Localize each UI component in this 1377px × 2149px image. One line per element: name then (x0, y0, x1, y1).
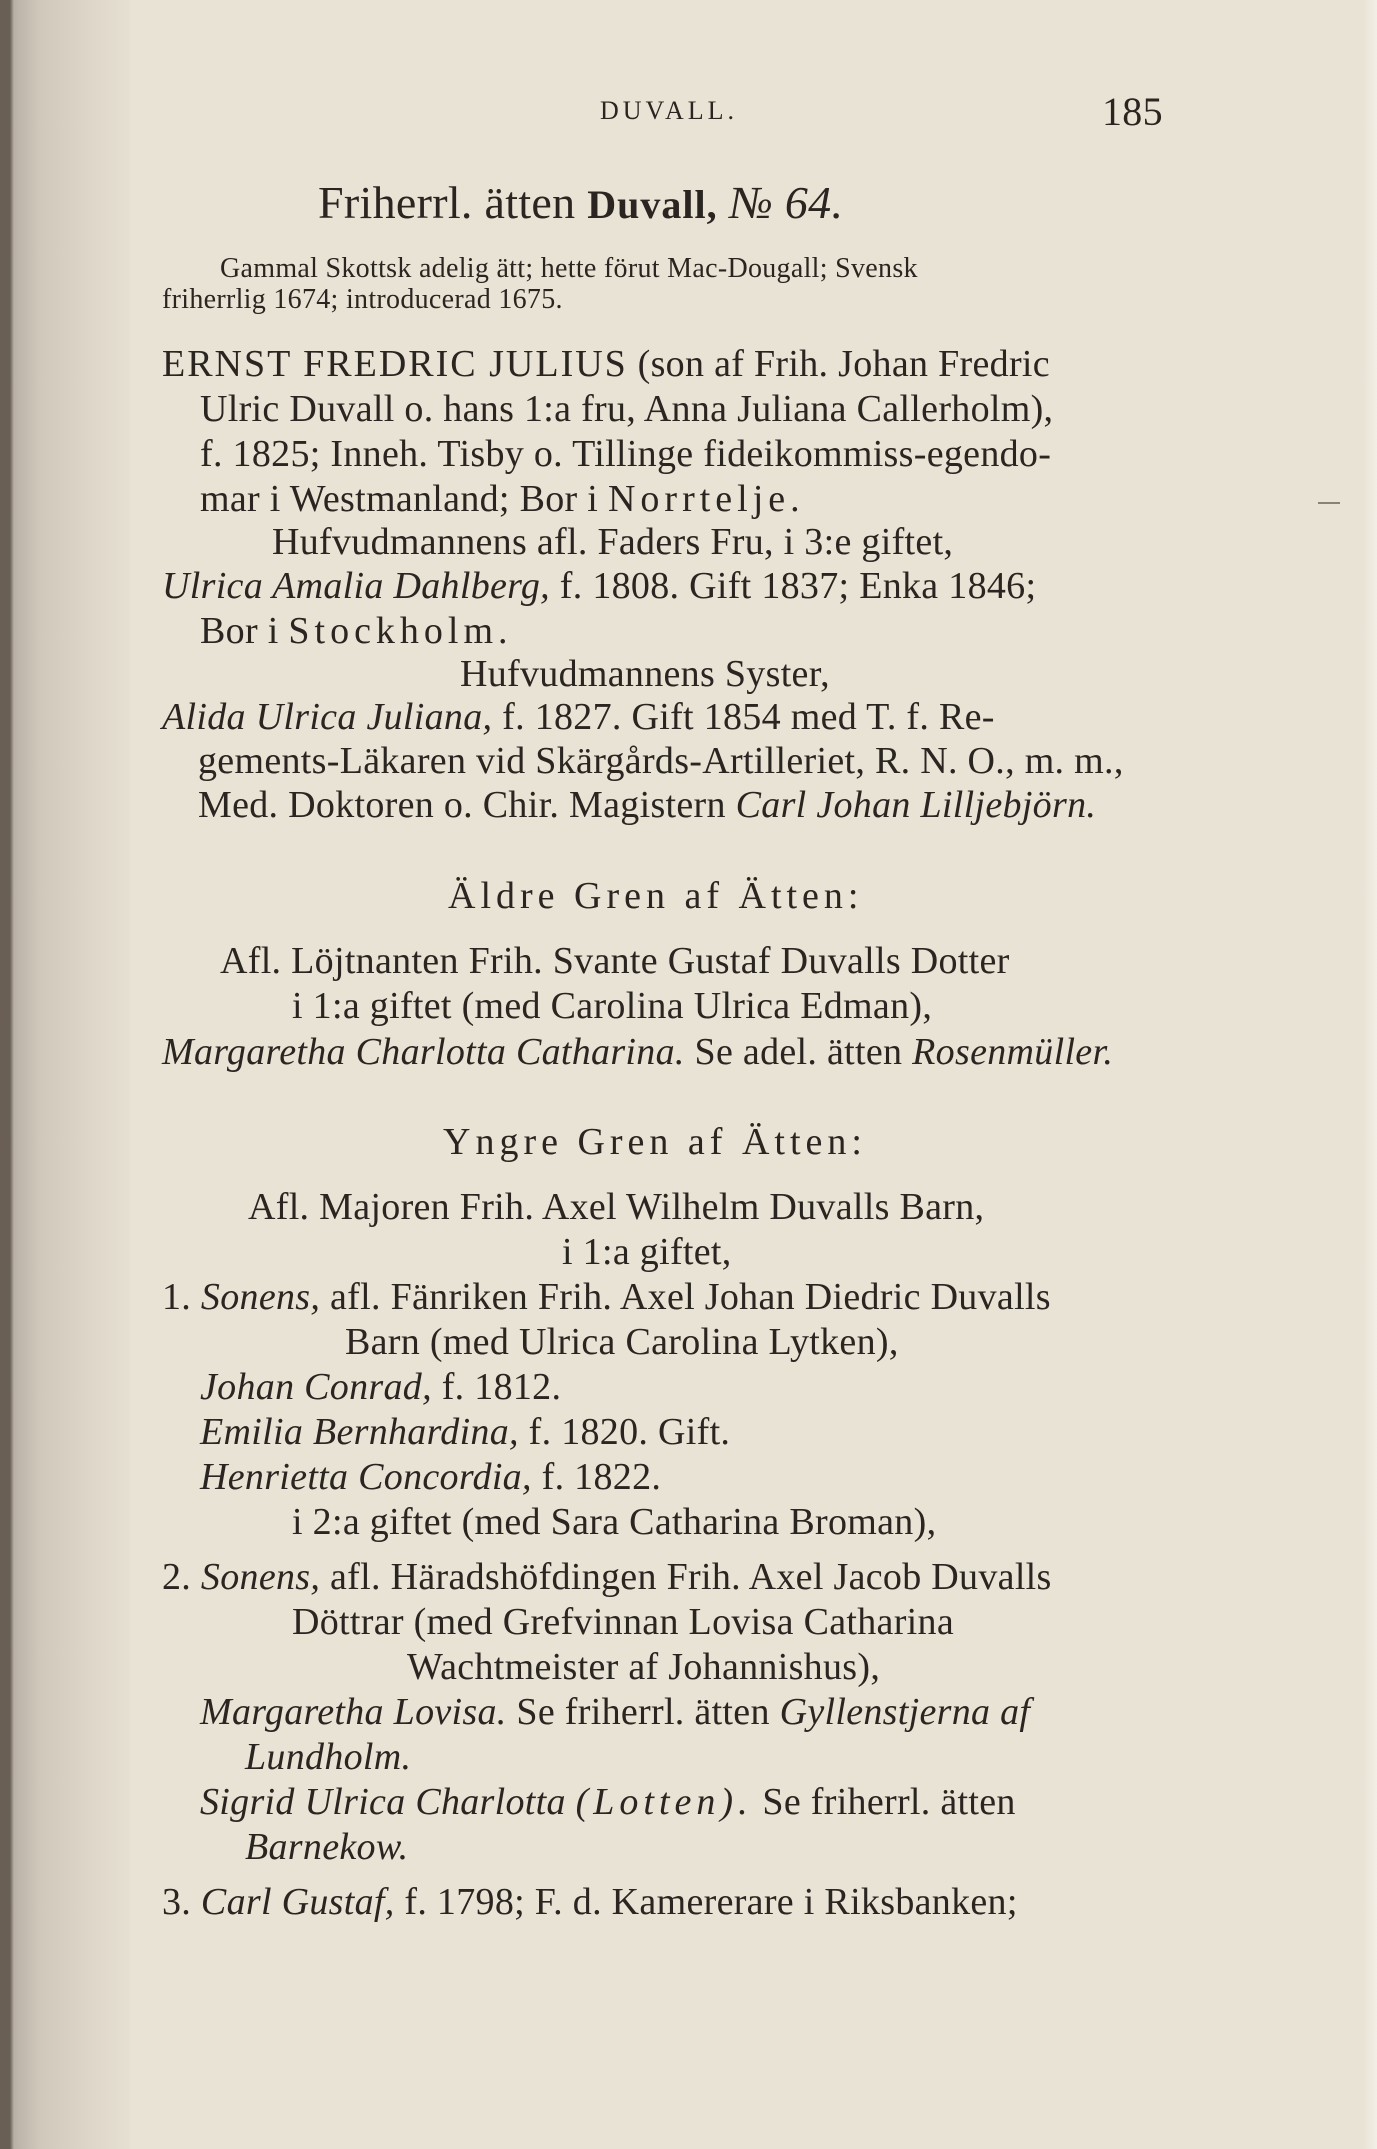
son1-label: Sonens, (200, 1276, 321, 1318)
sister-line-2: gements-Läkaren vid Skärgårds-Artilleriet, R. N. O., m. m., (198, 740, 1124, 782)
son1-child-3 (200, 1458, 661, 1496)
son2-number: 2. (162, 1556, 192, 1598)
mother-name: Ulrica Amalia Dahlberg, (162, 565, 550, 607)
child-rest: f. 1820. Gift. (528, 1411, 731, 1453)
elder-line-1: Afl. Löjtnanten Frih. Svante Gustaf Duvalls Dotter (220, 940, 1010, 982)
husband-name: Carl Johan Lilljebjörn. (735, 784, 1097, 826)
elder-line-3 (162, 1033, 1113, 1071)
daughter-ref: Gyllenstjerna af (779, 1691, 1031, 1733)
head-l1-rest: (son af Frih. Johan Fredric (637, 343, 1050, 385)
son1-line-2: Barn (med Ulrica Carolina Lytken), (345, 1321, 899, 1363)
head-l4-place: Norrtelje. (607, 478, 805, 520)
sister-heading: Hufvudmannens Syster, (460, 653, 830, 695)
head-line-7 (200, 612, 513, 650)
head-line-2: Ulric Duvall o. hans 1:a fru, Anna Juliana Callerholm), (200, 388, 1054, 430)
page-title (318, 177, 844, 228)
elder-l3-a: Se adel. ätten (694, 1031, 903, 1073)
book-spine-shadow (0, 0, 130, 2149)
running-head: DUVALL. (600, 96, 739, 125)
head-l4-a: mar i Westmanland; Bor i (200, 478, 599, 520)
son3-number: 3. (162, 1881, 192, 1923)
sister-l3-a: Med. Doktoren o. Chir. Magistern (198, 784, 726, 826)
head-name: ERNST FREDRIC JULIUS (162, 343, 628, 385)
daughter-see: Se friherrl. ätten (516, 1691, 770, 1733)
sister-name: Alida Ulrica Juliana, (162, 696, 493, 738)
son1-rest: afl. Fänriken Frih. Axel Johan Diedric Duvalls (330, 1276, 1051, 1318)
son2-daughter-2 (200, 1783, 1016, 1821)
title-family: Duvall, (587, 182, 718, 227)
head-line-5: Hufvudmannens afl. Faders Fru, i 3:e giftet, (272, 521, 954, 563)
son2-daughter-2-ref: Barnekow. (245, 1826, 409, 1868)
head-line-1 (162, 345, 1050, 383)
elder-ref: Rosenmüller. (912, 1031, 1114, 1073)
son2-line-2: Döttrar (med Grefvinnan Lovisa Catharina (292, 1601, 954, 1643)
head-l7-place: Stockholm. (288, 610, 513, 652)
elder-line-2: i 1:a giftet (med Carolina Ulrica Edman), (292, 985, 933, 1027)
sister-line-1 (162, 698, 995, 736)
intro-line-1: Gammal Skottsk adelig ätt; hette förut Mac-Dougall; Svensk (220, 253, 918, 284)
title-prefix: Friherrl. ätten (318, 177, 576, 228)
son1-line-6: i 2:a giftet (med Sara Catharina Broman), (292, 1501, 937, 1543)
daughter-name: Margaretha Lovisa. (200, 1691, 507, 1733)
daughter-name: Sigrid Ulrica Charlotta (200, 1781, 566, 1823)
son1-number: 1. (162, 1276, 192, 1318)
head-l6-rest: f. 1808. Gift 1837; Enka 1846; (559, 565, 1037, 607)
child-name: Johan Conrad, (200, 1366, 432, 1408)
child-rest: f. 1822. (541, 1456, 662, 1498)
son2-line-1 (162, 1558, 1052, 1596)
child-name: Henrietta Concordia, (200, 1456, 532, 1498)
elder-daughter-name: Margaretha Charlotta Catharina. (162, 1031, 685, 1073)
son3-rest: f. 1798; F. d. Kamererare i Riksbanken; (404, 1881, 1018, 1923)
child-name: Emilia Bernhardina, (200, 1411, 519, 1453)
page-number: 185 (1102, 89, 1163, 134)
son2-line-3: Wachtmeister af Johannishus), (407, 1646, 881, 1688)
son2-daughter-1 (200, 1693, 1030, 1731)
margin-mark (1318, 502, 1340, 504)
son1-line-1 (162, 1278, 1051, 1316)
intro-line-2: friherrlig 1674; introducerad 1675. (162, 284, 563, 315)
son2-rest: afl. Häradshöfdingen Frih. Axel Jacob Duvalls (330, 1556, 1052, 1598)
younger-branch-heading: Yngre Gren af Ätten: (443, 1121, 867, 1163)
younger-line-2: i 1:a giftet, (562, 1231, 732, 1273)
daughter-nickname: (Lotten). (575, 1781, 753, 1823)
page-edge (1363, 0, 1377, 2149)
younger-line-1: Afl. Majoren Frih. Axel Wilhelm Duvalls Barn, (248, 1186, 985, 1228)
son1-child-2 (200, 1413, 730, 1451)
sister-rest: f. 1827. Gift 1854 med T. f. Re- (502, 696, 995, 738)
head-l7-a: Bor i (200, 610, 279, 652)
sister-line-3 (198, 786, 1096, 824)
head-line-6 (162, 567, 1036, 605)
son2-label: Sonens, (200, 1556, 321, 1598)
son3-line-1 (162, 1883, 1018, 1921)
child-rest: f. 1812. (441, 1366, 562, 1408)
title-number: № 64. (729, 177, 844, 228)
daughter-see: Se friherrl. ätten (762, 1781, 1016, 1823)
head-line-3: f. 1825; Inneh. Tisby o. Tillinge fideikommiss-egendo- (200, 433, 1052, 475)
head-line-4 (200, 480, 805, 518)
elder-branch-heading: Äldre Gren af Ätten: (448, 875, 864, 917)
son1-child-1 (200, 1368, 561, 1406)
son3-name: Carl Gustaf, (200, 1881, 395, 1923)
son2-daughter-1-ref2: Lundholm. (245, 1736, 412, 1778)
